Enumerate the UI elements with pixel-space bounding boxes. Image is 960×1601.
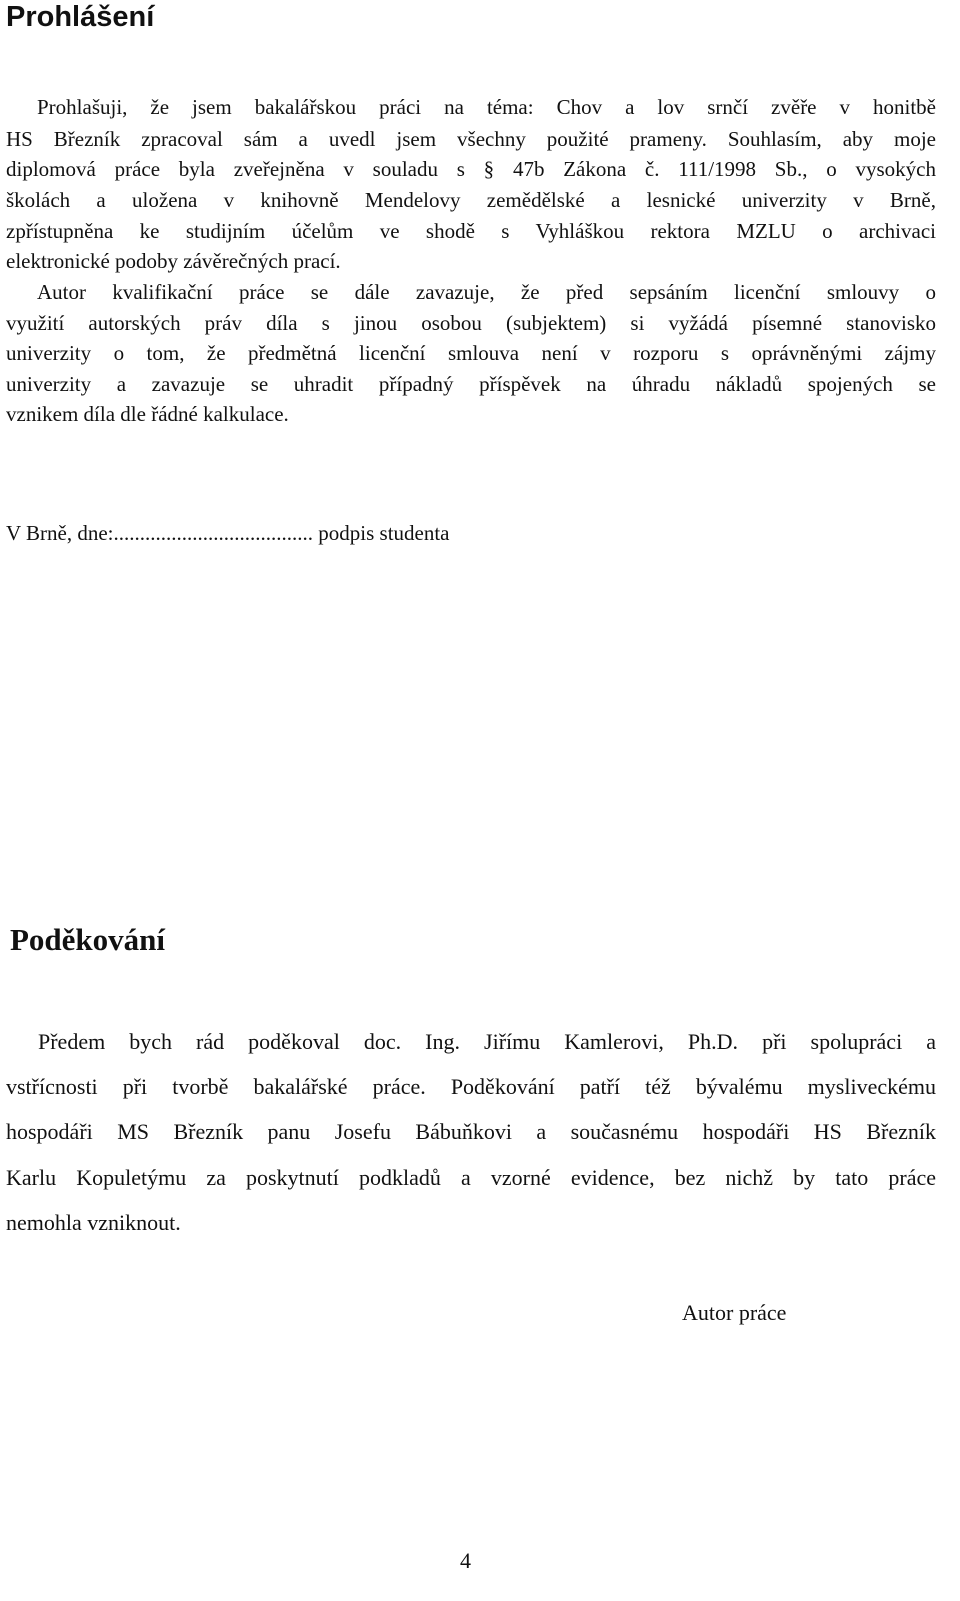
declaration-line: univerzity a zavazuje se uhradit případný příspěvek na úhradu nákladů spojených se — [6, 372, 936, 396]
acknowledgement-line: nemohla vzniknout. — [6, 1210, 181, 1235]
declaration-line: využití autorských práv díla s jinou osobou (subjektem) si vyžádá písemné stanovisko — [6, 311, 936, 335]
declaration-line: elektronické podoby závěrečných prací. — [6, 249, 341, 273]
declaration-line: Prohlašuji, že jsem bakalářskou práci na téma: Chov a lov srnčí zvěře v honitbě — [37, 95, 936, 119]
acknowledgement-heading: Poděkování — [10, 922, 166, 957]
declaration-line: vznikem díla dle řádné kalkulace. — [6, 402, 289, 426]
acknowledgement-line: Předem bych rád poděkoval doc. Ing. Jiřímu Kamlerovi, Ph.D. při spolupráci a — [38, 1029, 936, 1054]
declaration-line: školách a uložena v knihovně Mendelovy zemědělské a lesnické univerzity v Brně, — [6, 188, 936, 212]
declaration-line: zpřístupněna ke studijním účelům ve shodě s Vyhláškou rektora MZLU o archivaci — [6, 219, 936, 243]
declaration-heading: Prohlášení — [6, 1, 155, 33]
signature-date-line: V Brně, dne:...................................... podpis studenta — [6, 521, 450, 545]
page-number: 4 — [460, 1548, 471, 1573]
declaration-line: diplomová práce byla zveřejněna v souladu s § 47b Zákona č. 111/1998 Sb., o vysokých — [6, 157, 936, 181]
author-signature: Autor práce — [682, 1300, 787, 1325]
acknowledgement-line: vstřícnosti při tvorbě bakalářské práce. Poděkování patří též bývalému mysliveckému — [6, 1074, 936, 1099]
acknowledgement-line: hospodáři MS Březník panu Josefu Bábuňkovi a současnému hospodáři HS Březník — [6, 1119, 936, 1144]
acknowledgement-line: Karlu Kopuletýmu za poskytnutí podkladů a vzorné evidence, bez nichž by tato práce — [6, 1165, 936, 1190]
declaration-line: Autor kvalifikační práce se dále zavazuje, že před sepsáním licenční smlouvy o — [37, 280, 936, 304]
declaration-line: univerzity o tom, že předmětná licenční smlouva není v rozporu s oprávněnými zájmy — [6, 341, 936, 365]
declaration-line: HS Březník zpracoval sám a uvedl jsem všechny použité prameny. Souhlasím, aby moje — [6, 127, 936, 151]
